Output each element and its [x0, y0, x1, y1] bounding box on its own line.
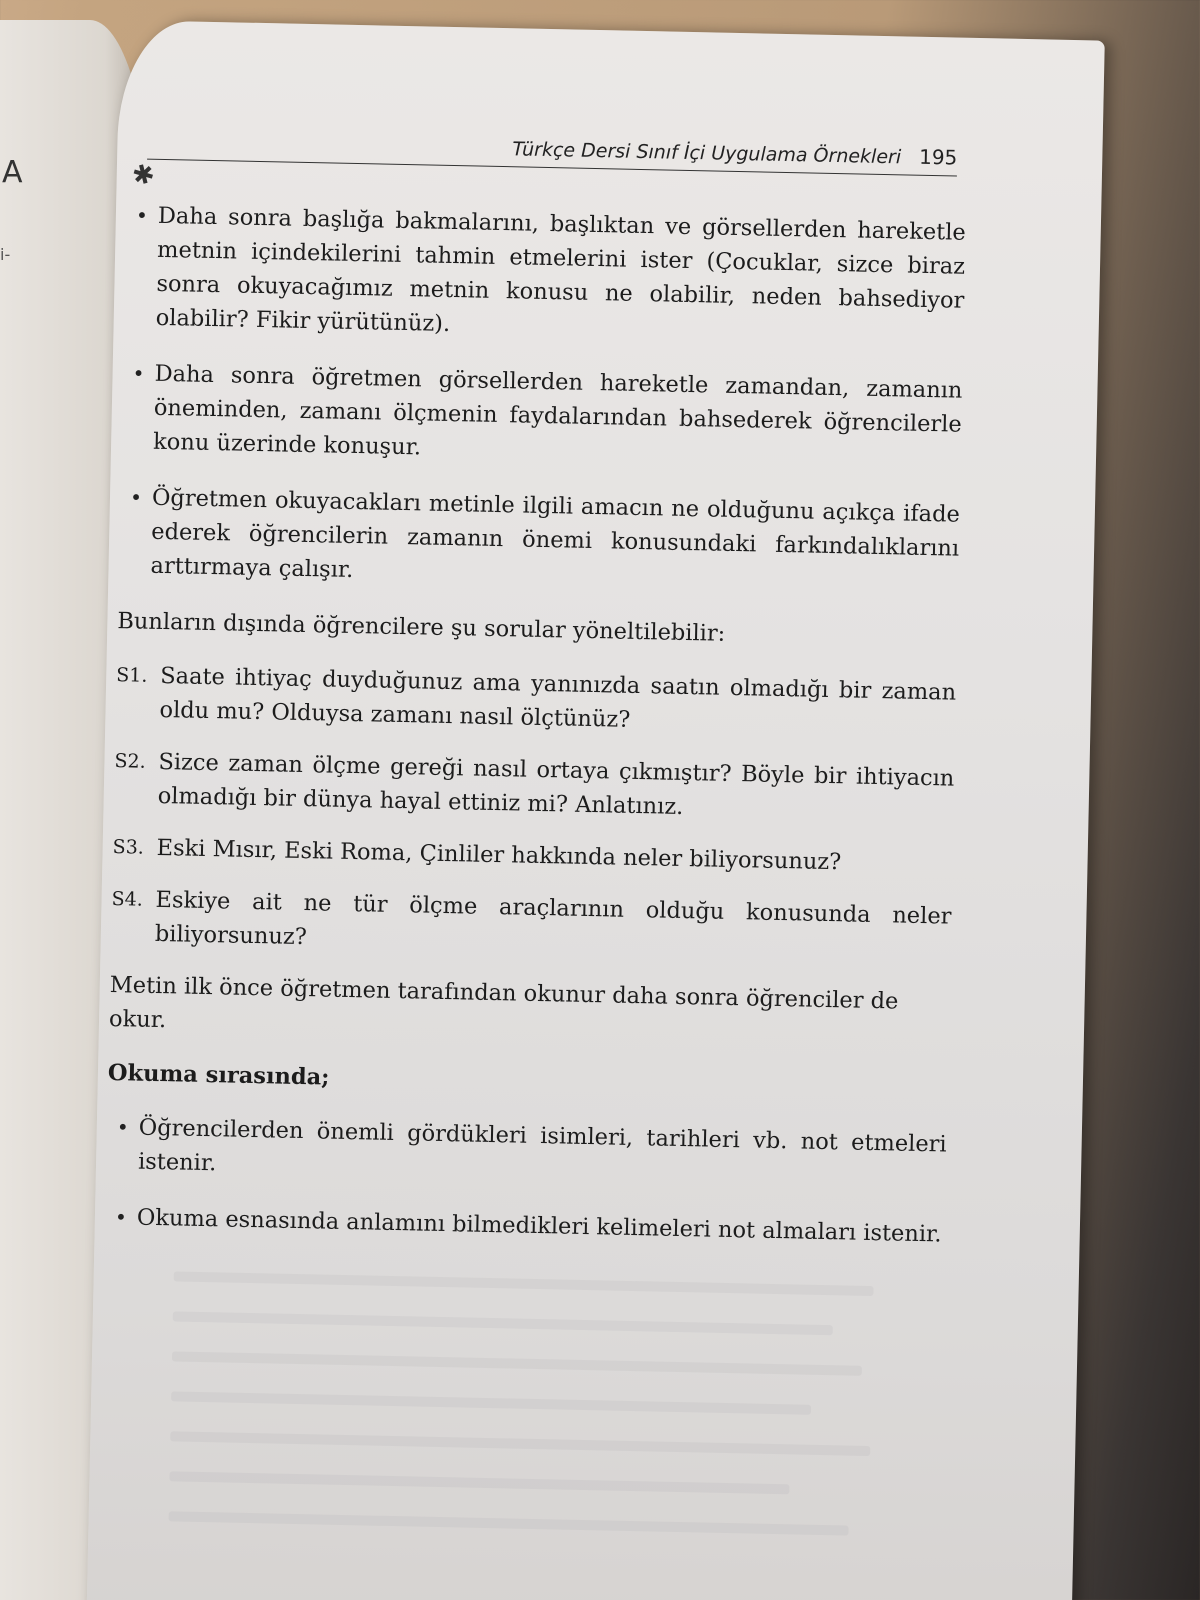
running-title: Türkçe Dersi Sınıf İçi Uygulama Örnekleri	[512, 138, 902, 169]
bleed-through-line	[173, 1311, 833, 1335]
bleed-through-line	[169, 1511, 849, 1535]
bleed-through-line	[170, 1431, 870, 1456]
question-text: Eskiye ait ne tür ölçme araçlarının olduğu konusunda neler biliyorsunuz?	[154, 886, 952, 951]
question-item	[115, 658, 956, 744]
left-page-pen-mark: A	[2, 155, 23, 190]
list-item	[118, 480, 960, 600]
bullet-icon: •	[114, 1205, 128, 1230]
list-item-text: Öğrencilerden önemli gördükleri isimleri, tarihleri vb. not etmeleri istenir.	[137, 1114, 947, 1177]
list-item-text: Okuma esnasında anlamını bilmedikleri kelimeleri not almaları istenir.	[136, 1204, 942, 1248]
question-label: S2.	[114, 750, 146, 773]
bleed-through-line	[171, 1391, 811, 1414]
bleed-through-line	[172, 1351, 862, 1375]
questions-intro: Bunların dışında öğrencilere şu sorular yöneltilebilir:	[117, 608, 726, 647]
question-label: S1.	[116, 664, 148, 687]
question-text: Eski Mısır, Eski Roma, Çinliler hakkında neler biliyorsunuz?	[156, 834, 842, 876]
page-header	[147, 129, 957, 177]
bullet-icon: •	[132, 361, 145, 386]
list-item-text: Daha sonra öğretmen görsellerden hareketle zamandan, zamanın öneminden, zamanı ölçmenin faydalarından bahsederek öğrencilerle konu üzerinde konuşur.	[152, 360, 963, 461]
question-label: S3.	[112, 836, 145, 859]
list-item	[123, 198, 966, 352]
left-page-fragment: i-	[0, 245, 11, 264]
bullet-icon: •	[129, 485, 143, 510]
question-item	[111, 882, 952, 968]
question-item	[112, 830, 953, 882]
reading-note: Metin ilk önce öğretmen tarafından okunur daha sonra öğrenciler de okur.	[108, 972, 899, 1034]
bullet-icon: •	[135, 203, 149, 228]
list-item	[106, 1110, 947, 1196]
list-item-text: Daha sonra başlığa bakmalarını, başlıktan ve görsellerden hareketle metnin içindekilerini tahmin etmelerini ister (Çocuklar, sizce biraz sonra okuyacağımız metnin konusu ne olabilir, neden bahsediyor olabilir? Fikir yürütünüz).	[155, 202, 967, 337]
question-text: Saate ihtiyaç duyduğunuz ama yanınızda saatın olmadığı bir zaman oldu mu? Olduysa zamanı nasıl ölçtünüz?	[159, 662, 957, 733]
page-number: 195	[918, 144, 958, 170]
question-item	[113, 744, 954, 830]
list-item-text: Öğretmen okuyacakları metinle ilgili amacın ne olduğunu açıkça ifade ederek öğrencilerin zamanın önemi konusundaki farkındalıklarını arttırmaya çalışır.	[150, 484, 961, 584]
bleed-through-line	[174, 1271, 874, 1296]
book-page	[86, 20, 1104, 1600]
question-label: S4.	[111, 888, 143, 911]
list-item	[105, 1200, 946, 1252]
section-heading: Okuma sırasında;	[107, 1059, 330, 1091]
bleed-through-line	[169, 1471, 789, 1494]
bullet-icon: •	[116, 1115, 129, 1140]
question-text: Sizce zaman ölçme gereği nasıl ortaya çıkmıştır? Böyle bir ihtiyacın olmadığı bir dünya hayal ettiniz mi? Anlatınız.	[157, 748, 955, 820]
page-body	[104, 198, 966, 1273]
list-item	[121, 356, 963, 476]
handwritten-star-mark: ✱	[129, 158, 158, 193]
